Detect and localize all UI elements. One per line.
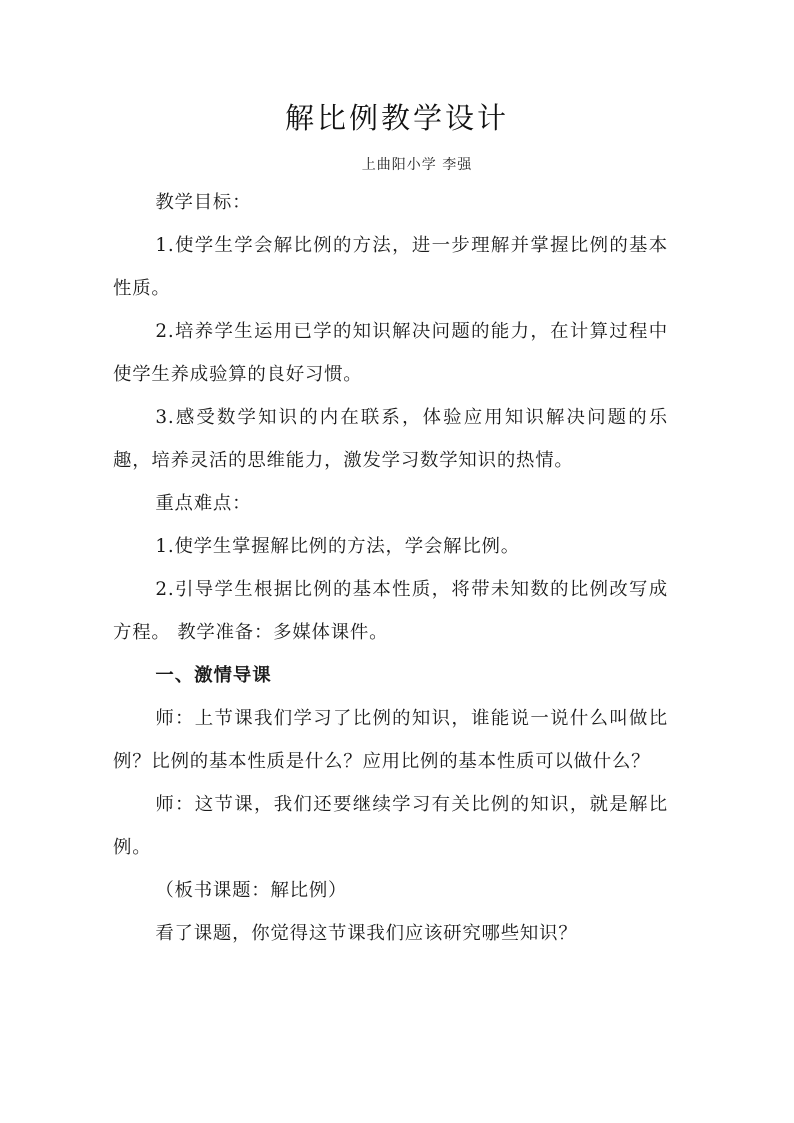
document-body bbox=[113, 181, 668, 955]
author-line: 上曲阳小学 李强 bbox=[361, 157, 473, 173]
paragraph-board-title: （板书课题：解比例） bbox=[155, 880, 348, 901]
section-heading-intro: 一、激情导课 bbox=[155, 665, 272, 686]
objective-item-2: 2.培养学生运用已学的知识解决问题的能力，在计算过程中使学生养成验算的良好习惯。 bbox=[113, 321, 668, 385]
key-points-heading: 重点难点： bbox=[155, 493, 252, 514]
objectives-heading: 教学目标： bbox=[155, 192, 252, 213]
key-point-item-2: 2.引导学生根据比例的基本性质，将带未知数的比例改写成方程。 教学准备：多媒体课件。 bbox=[113, 579, 668, 643]
objective-item-3: 3.感受数学知识的内在联系，体验应用知识解决问题的乐趣，培养灵活的思维能力，激发学习数学知识的热情。 bbox=[113, 407, 668, 471]
paragraph-teacher-intro: 师：这节课，我们还要继续学习有关比例的知识，就是解比例。 bbox=[113, 794, 668, 858]
objective-item-1: 1.使学生学会解比例的方法，进一步理解并掌握比例的基本性质。 bbox=[113, 235, 668, 299]
document-title: 解比例教学设计 bbox=[284, 101, 509, 135]
paragraph-question: 看了课题，你觉得这节课我们应该研究哪些知识？ bbox=[155, 923, 578, 944]
key-point-item-1: 1.使学生掌握解比例的方法，学会解比例。 bbox=[155, 536, 520, 557]
paragraph-teacher-review: 师：上节课我们学习了比例的知识，谁能说一说什么叫做比例？比例的基本性质是什么？应用比例的基本性质可以做什么？ bbox=[113, 708, 668, 772]
